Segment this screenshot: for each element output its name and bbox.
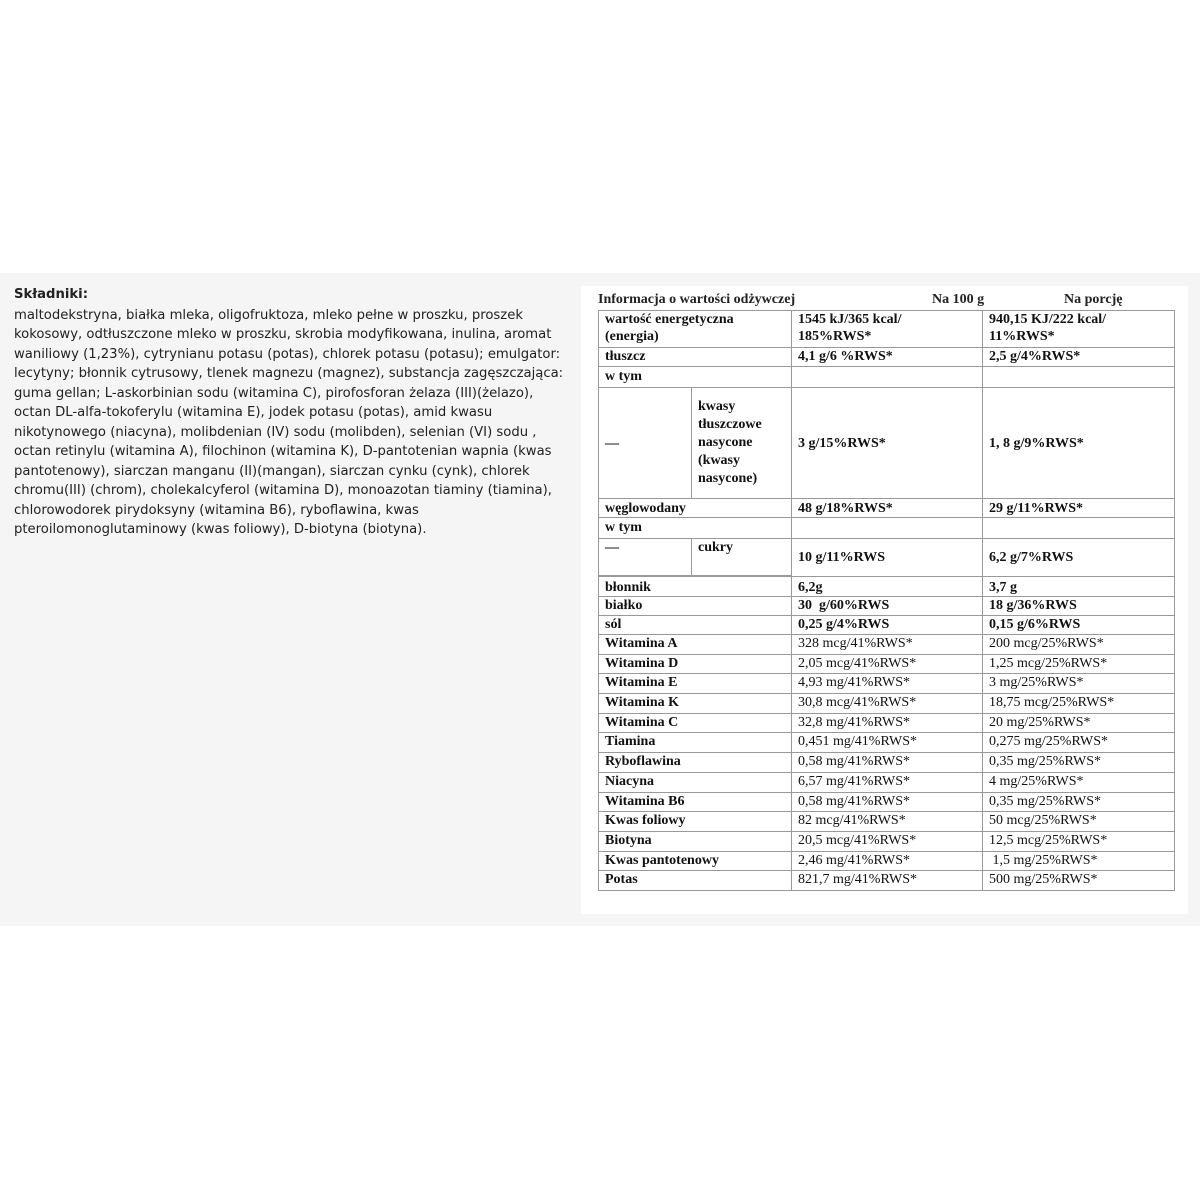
saturated-serving: 1, 8 g/9%RWS* xyxy=(983,388,1175,499)
carbs-including-label: w tym xyxy=(599,518,792,539)
nutrition-table xyxy=(598,310,1175,891)
saturated-per100: 3 g/15%RWS* xyxy=(792,388,983,499)
vitamin-serving: 200 mcg/25%RWS* xyxy=(983,635,1175,655)
table-row xyxy=(599,851,1175,871)
vitamin-serving: 0,35 mg/25%RWS* xyxy=(983,792,1175,812)
fibre-per100: 6,2g xyxy=(792,577,983,597)
fibre-serving: 3,7 g xyxy=(983,577,1175,597)
fibre-label: błonnik xyxy=(599,577,792,597)
vitamin-serving: 500 mg/25%RWS* xyxy=(983,871,1175,891)
ingredients-section xyxy=(14,285,574,540)
table-row xyxy=(599,772,1175,792)
table-row xyxy=(599,871,1175,891)
protein-per100: 30 g/60%RWS xyxy=(792,597,983,616)
salt-per100: 0,25 g/4%RWS xyxy=(792,616,983,635)
vitamin-serving: 18,75 mcg/25%RWS* xyxy=(983,694,1175,714)
table-row xyxy=(599,388,1175,499)
vitamin-serving: 0,35 mg/25%RWS* xyxy=(983,753,1175,773)
empty-cell xyxy=(983,367,1175,388)
table-row xyxy=(599,518,1175,539)
saturated-label: kwasy tłuszczowe nasycone (kwasy nasycone) xyxy=(698,399,762,486)
vitamin-label: Ryboflawina xyxy=(599,753,792,773)
carbs-per100: 48 g/18%RWS* xyxy=(792,499,983,518)
nutrition-title: Informacja o wartości odżywczej xyxy=(598,292,796,307)
vitamin-serving: 12,5 mcg/25%RWS* xyxy=(983,831,1175,851)
vitamin-serving: 4 mg/25%RWS* xyxy=(983,772,1175,792)
vitamin-serving: 1,25 mcg/25%RWS* xyxy=(983,654,1175,674)
dash-mark: — xyxy=(599,539,692,576)
saturated-label-cell xyxy=(599,388,792,499)
energy-per100: 1545 kJ/365 kcal/ 185%RWS* xyxy=(792,311,983,348)
table-row xyxy=(599,635,1175,655)
table-row xyxy=(599,674,1175,694)
table-row xyxy=(599,713,1175,733)
fat-per100: 4,1 g/6 %RWS* xyxy=(792,348,983,367)
vitamin-label: Witamina D xyxy=(599,654,792,674)
vitamin-per100: 0,451 mg/41%RWS* xyxy=(792,733,983,753)
table-row xyxy=(599,694,1175,714)
vitamin-serving: 20 mg/25%RWS* xyxy=(983,713,1175,733)
vitamin-label: Witamina B6 xyxy=(599,792,792,812)
protein-serving: 18 g/36%RWS xyxy=(983,597,1175,616)
vitamin-label: Witamina K xyxy=(599,694,792,714)
vitamin-serving: 50 mcg/25%RWS* xyxy=(983,812,1175,832)
table-row xyxy=(599,812,1175,832)
vitamin-per100: 821,7 mg/41%RWS* xyxy=(792,871,983,891)
fat-including-label: w tym xyxy=(599,367,792,388)
salt-serving: 0,15 g/6%RWS xyxy=(983,616,1175,635)
table-row xyxy=(599,348,1175,367)
vitamin-per100: 2,05 mcg/41%RWS* xyxy=(792,654,983,674)
vitamin-label: Biotyna xyxy=(599,831,792,851)
column-per-serving: Na porcję xyxy=(1064,292,1123,307)
empty-cell xyxy=(792,518,983,539)
table-row xyxy=(599,733,1175,753)
salt-label: sól xyxy=(599,616,792,635)
dash-mark: — xyxy=(599,388,692,498)
carbs-serving: 29 g/11%RWS* xyxy=(983,499,1175,518)
vitamins-rows xyxy=(599,635,1175,891)
carbs-label: węglowodany xyxy=(599,499,792,518)
vitamin-serving: 1,5 mg/25%RWS* xyxy=(983,851,1175,871)
empty-cell xyxy=(983,518,1175,539)
vitamin-label: Witamina A xyxy=(599,635,792,655)
sugars-label: cukry xyxy=(692,539,792,576)
empty-cell xyxy=(792,367,983,388)
sugars-per100: 10 g/11%RWS xyxy=(792,539,983,577)
vitamin-per100: 82 mcg/41%RWS* xyxy=(792,812,983,832)
fat-label: tłuszcz xyxy=(599,348,792,367)
vitamin-per100: 30,8 mcg/41%RWS* xyxy=(792,694,983,714)
ingredients-text: maltodekstryna, białka mleka, oligofruktoza, mleko pełne w proszku, proszek kokosowy, odtłuszczone mleko w proszku, skrobia modyfikowana, inulina, aromat waniliowy (1,23%), cytrynianu potasu (potas), chlorek potasu (potasu); emulgator: lecytyny; błonnik cytrusowy, tlenek magnezu (magnez), substancja zagęszczająca: guma gellan; L-askorbinian sodu (witamina C), pirofosforan żelaza (III)(żelazo), octan DL-alfa-tokoferylu (witamina E), jodek potasu (potas), amid kwasu nikotynowego (niacyna), molibdenian (IV) sodu (molibden), selenian (VI) sodu , octan retinylu (witamina A), filochinon (witamina K), D-pantotenian wapnia (kwas pantotenowy), siarczan manganu (II)(mangan), siarczan cynku (cynk), chlorek chromu(III) (chrom), cholekalcyferol (witamina D), monoazotan tiaminy (tiamina), chlorowodorek pirydoksyny (witamina B6), ryboflawina, kwas pteroilomonoglutaminowy (kwas foliowy), D-biotyna (biotyna). xyxy=(14,307,564,537)
protein-label: białko xyxy=(599,597,792,616)
vitamin-label: Niacyna xyxy=(599,772,792,792)
saturated-subtable xyxy=(599,388,791,498)
ingredients-title: Składniki: xyxy=(14,287,88,302)
table-row xyxy=(599,616,1175,635)
vitamin-per100: 0,58 mg/41%RWS* xyxy=(792,792,983,812)
table-row xyxy=(599,311,1175,348)
table-row xyxy=(599,367,1175,388)
vitamin-serving: 3 mg/25%RWS* xyxy=(983,674,1175,694)
table-row xyxy=(599,597,1175,616)
table-row xyxy=(599,539,1175,577)
nutrition-panel xyxy=(581,286,1188,914)
table-row xyxy=(599,753,1175,773)
sugars-serving: 6,2 g/7%RWS xyxy=(983,539,1175,577)
nutrition-header xyxy=(581,292,1188,312)
vitamin-label: Kwas foliowy xyxy=(599,812,792,832)
vitamin-per100: 328 mcg/41%RWS* xyxy=(792,635,983,655)
column-per-100g: Na 100 g xyxy=(932,292,985,307)
fat-serving: 2,5 g/4%RWS* xyxy=(983,348,1175,367)
vitamin-per100: 6,57 mg/41%RWS* xyxy=(792,772,983,792)
table-row xyxy=(599,654,1175,674)
table-row xyxy=(599,792,1175,812)
table-row xyxy=(599,499,1175,518)
energy-label: wartość energetyczna (energia) xyxy=(599,311,792,348)
vitamin-per100: 2,46 mg/41%RWS* xyxy=(792,851,983,871)
vitamin-serving: 0,275 mg/25%RWS* xyxy=(983,733,1175,753)
vitamin-label: Witamina C xyxy=(599,713,792,733)
vitamin-label: Tiamina xyxy=(599,733,792,753)
vitamin-per100: 4,93 mg/41%RWS* xyxy=(792,674,983,694)
vitamin-per100: 0,58 mg/41%RWS* xyxy=(792,753,983,773)
vitamin-label: Witamina E xyxy=(599,674,792,694)
vitamin-per100: 20,5 mcg/41%RWS* xyxy=(792,831,983,851)
sugars-subtable xyxy=(599,539,791,576)
energy-serving: 940,15 KJ/222 kcal/ 11%RWS* xyxy=(983,311,1175,348)
vitamin-label: Potas xyxy=(599,871,792,891)
table-row xyxy=(599,577,1175,597)
sugars-label-cell xyxy=(599,539,792,577)
table-row xyxy=(599,831,1175,851)
vitamin-label: Kwas pantotenowy xyxy=(599,851,792,871)
vitamin-per100: 32,8 mg/41%RWS* xyxy=(792,713,983,733)
